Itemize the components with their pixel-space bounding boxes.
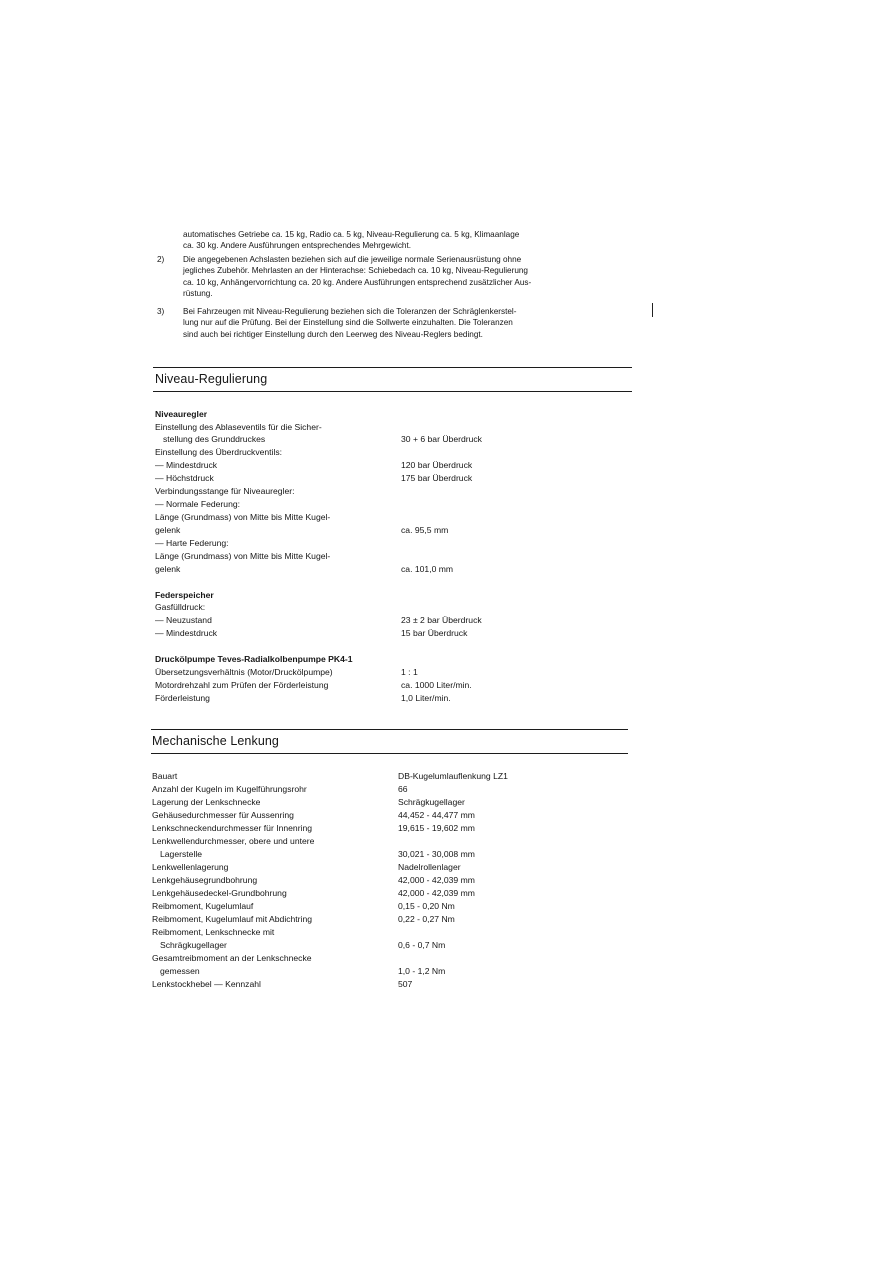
section-rule-top: [153, 367, 632, 368]
spec-value: 42,000 - 42,039 mm: [398, 875, 475, 885]
spec-label: Übersetzungsverhältnis (Motor/Druckölpumpe): [155, 667, 333, 677]
spec-label: gemessen: [160, 966, 200, 976]
footnote-number: 3): [157, 307, 165, 316]
spec-label: Gesamtreibmoment an der Lenkschnecke: [152, 953, 312, 963]
footnote-number: 2): [157, 255, 165, 264]
spec-label: Reibmoment, Kugelumlauf: [152, 901, 254, 911]
footnote-line: Die angegebenen Achslasten beziehen sich auf die jeweilige normale Serienausrüstung ohne: [183, 255, 522, 264]
spec-value: 42,000 - 42,039 mm: [398, 888, 475, 898]
spec-label: Lenkstockhebel — Kennzahl: [152, 979, 261, 989]
spec-label: — Normale Federung:: [155, 499, 241, 509]
spec-value: 66: [398, 784, 408, 794]
spec-label: Lagerstelle: [160, 849, 203, 859]
spec-label: Motordrehzahl zum Prüfen der Förderleistung: [155, 680, 329, 690]
spec-value: ca. 1000 Liter/min.: [401, 680, 472, 690]
spec-value: 0,6 - 0,7 Nm: [398, 940, 446, 950]
spec-value: 30 + 6 bar Überdruck: [401, 434, 482, 444]
spec-value: 1,0 Liter/min.: [401, 693, 451, 703]
footnote-line: Bei Fahrzeugen mit Niveau-Regulierung beziehen sich die Toleranzen der Schräglenkerstel-: [183, 307, 517, 316]
spec-label: Bauart: [152, 771, 178, 781]
footnote-line: ca. 10 kg, Anhängervorrichtung ca. 20 kg. Andere Ausführungen entsprechend zusätzlicher Aus-: [183, 277, 532, 287]
spec-label: Einstellung des Überdruckventils:: [155, 447, 283, 457]
spec-label: — Mindestdruck: [155, 460, 218, 470]
spec-value: ca. 95,5 mm: [401, 525, 449, 535]
spec-label: — Neuzustand: [155, 615, 212, 625]
spec-label: Lenkwellendurchmesser, obere und untere: [152, 836, 315, 846]
margin-mark: [652, 303, 653, 317]
spec-label: gelenk: [155, 525, 181, 535]
spec-value: 15 bar Überdruck: [401, 628, 468, 638]
spec-value: Nadelrollenlager: [398, 862, 461, 872]
spec-label: Länge (Grundmass) von Mitte bis Mitte Kugel-: [155, 551, 331, 561]
spec-label: Gasfülldruck:: [155, 602, 206, 612]
subsection-federspeicher: Federspeicher: [155, 590, 214, 600]
spec-label: Schrägkugellager: [160, 940, 227, 950]
spec-value: 0,22 - 0,27 Nm: [398, 914, 455, 924]
footnote-line: sind auch bei richtiger Einstellung durch den Leerweg des Niveau-Reglers bedingt.: [183, 329, 483, 339]
footnote-line: jegliches Zubehör. Mehrlasten an der Hinterachse: Schiebedach ca. 10 kg, Niveau-Regulierung: [183, 266, 528, 276]
spec-label: gelenk: [155, 564, 181, 574]
subsection-pumpe: Druckölpumpe Teves-Radialkolbenpumpe PK4-1: [155, 654, 353, 664]
spec-label: Förderleistung: [155, 693, 210, 703]
spec-value: 120 bar Überdruck: [401, 460, 473, 470]
spec-label: — Harte Federung:: [155, 538, 229, 548]
spec-label: Reibmoment, Lenkschnecke mit: [152, 927, 275, 937]
spec-value: 23 ± 2 bar Überdruck: [401, 615, 482, 625]
section-rule-top: [151, 729, 628, 730]
spec-label: — Mindestdruck: [155, 628, 218, 638]
footnote-line: ca. 30 kg. Andere Ausführungen entsprechendes Mehrgewicht.: [183, 241, 412, 251]
spec-label: Einstellung des Ablaseventils für die Sicher-: [155, 422, 322, 432]
spec-label: Lenkgehäusegrundbohrung: [152, 875, 258, 885]
spec-label: — Höchstdruck: [155, 473, 214, 483]
spec-value: 30,021 - 30,008 mm: [398, 849, 475, 859]
spec-label: Lenkwellenlagerung: [152, 862, 229, 872]
footnote-line: automatisches Getriebe ca. 15 kg, Radio ca. 5 kg, Niveau-Regulierung ca. 5 kg, Klimaanlage: [183, 230, 520, 239]
spec-value: ca. 101,0 mm: [401, 564, 454, 574]
spec-label: Lagerung der Lenkschnecke: [152, 797, 261, 807]
spec-label: Lenkschneckendurchmesser für Innenring: [152, 823, 313, 833]
section-rule-bottom: [151, 753, 628, 754]
spec-value: 44,452 - 44,477 mm: [398, 810, 475, 820]
section-title-lenkung: Mechanische Lenkung: [152, 734, 279, 748]
spec-label: Gehäusedurchmesser für Aussenring: [152, 810, 294, 820]
spec-label: Anzahl der Kugeln im Kugelführungsrohr: [152, 784, 307, 794]
spec-value: 19,615 - 19,602 mm: [398, 823, 475, 833]
spec-value: DB-Kugelumlauflenkung LZ1: [398, 771, 508, 781]
spec-label: stellung des Grunddruckes: [163, 434, 266, 444]
spec-label: Länge (Grundmass) von Mitte bis Mitte Kugel-: [155, 512, 331, 522]
spec-label: Verbindungsstange für Niveauregler:: [155, 486, 295, 496]
spec-value: 1,0 - 1,2 Nm: [398, 966, 446, 976]
footnote-line: lung nur auf die Prüfung. Bei der Einstellung sind die Sollwerte einzuhalten. Die Toleranzen: [183, 318, 513, 328]
spec-label: Reibmoment, Kugelumlauf mit Abdichtring: [152, 914, 313, 924]
subsection-niveauregler: Niveauregler: [155, 409, 208, 419]
spec-value: 1 : 1: [401, 667, 418, 677]
section-title-niveau: Niveau-Regulierung: [155, 372, 268, 386]
spec-value: 0,15 - 0,20 Nm: [398, 901, 455, 911]
footnote-line: rüstung.: [183, 289, 213, 299]
section-rule-bottom: [153, 391, 632, 392]
spec-value: 507: [398, 979, 413, 989]
spec-value: Schrägkugellager: [398, 797, 465, 807]
spec-value: 175 bar Überdruck: [401, 473, 473, 483]
spec-label: Lenkgehäusedeckel-Grundbohrung: [152, 888, 287, 898]
